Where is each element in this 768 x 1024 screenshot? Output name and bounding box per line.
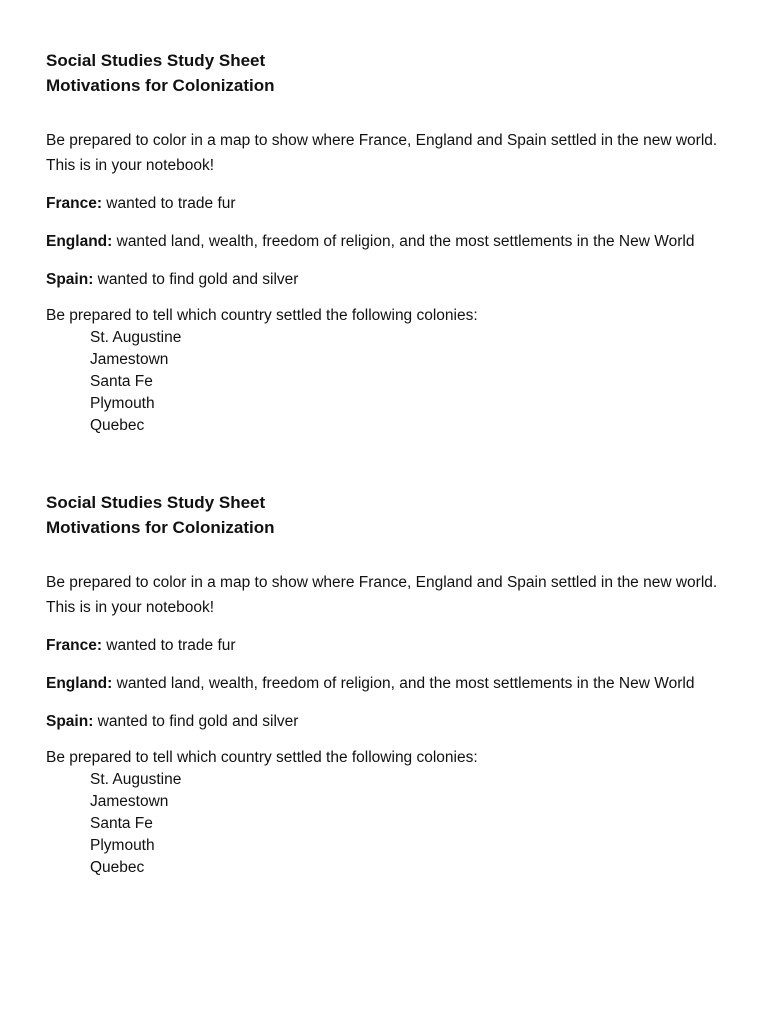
intro-paragraph: Be prepared to color in a map to show where France, England and Spain settled in the new world. This is in your notebook! <box>46 574 718 616</box>
study-sheet-2 <box>46 490 726 879</box>
england-motivation <box>46 671 726 696</box>
sheet-title-line-1: Social Studies Study Sheet <box>46 51 266 70</box>
list-item: Quebec <box>90 417 145 434</box>
england-text: wanted land, wealth, freedom of religion, and the most settlements in the New World <box>112 233 695 250</box>
list-item: Plymouth <box>90 395 155 412</box>
list-item: Santa Fe <box>90 815 153 832</box>
france-motivation <box>46 633 726 658</box>
colony-list <box>46 769 726 879</box>
spain-motivation <box>46 709 726 734</box>
france-text: wanted to trade fur <box>102 195 236 212</box>
list-item: St. Augustine <box>90 771 182 788</box>
list-item: Jamestown <box>90 351 169 368</box>
spain-label: Spain: <box>46 713 94 730</box>
france-motivation <box>46 191 726 216</box>
study-sheet-1 <box>46 48 726 437</box>
spain-text: wanted to find gold and silver <box>93 271 299 288</box>
sheet-title-line-1: Social Studies Study Sheet <box>46 493 266 512</box>
spain-motivation <box>46 267 726 292</box>
colony-list <box>46 327 726 437</box>
england-text: wanted land, wealth, freedom of religion, and the most settlements in the New World <box>112 675 695 692</box>
list-item: Jamestown <box>90 793 169 810</box>
france-text: wanted to trade fur <box>102 637 236 654</box>
list-item: Plymouth <box>90 837 155 854</box>
colonies-intro: Be prepared to tell which country settled the following colonies: <box>46 307 478 324</box>
france-label: France: <box>46 195 102 212</box>
list-item: Quebec <box>90 859 145 876</box>
sheet-title-line-2: Motivations for Colonization <box>46 76 275 95</box>
england-label: England: <box>46 675 113 692</box>
colonies-intro: Be prepared to tell which country settled the following colonies: <box>46 749 478 766</box>
sheet-title-line-2: Motivations for Colonization <box>46 518 275 537</box>
list-item: St. Augustine <box>90 329 182 346</box>
intro-paragraph: Be prepared to color in a map to show where France, England and Spain settled in the new world. This is in your notebook! <box>46 132 718 174</box>
spain-label: Spain: <box>46 271 94 288</box>
spain-text: wanted to find gold and silver <box>93 713 299 730</box>
england-label: England: <box>46 233 113 250</box>
france-label: France: <box>46 637 102 654</box>
england-motivation <box>46 229 726 254</box>
list-item: Santa Fe <box>90 373 153 390</box>
